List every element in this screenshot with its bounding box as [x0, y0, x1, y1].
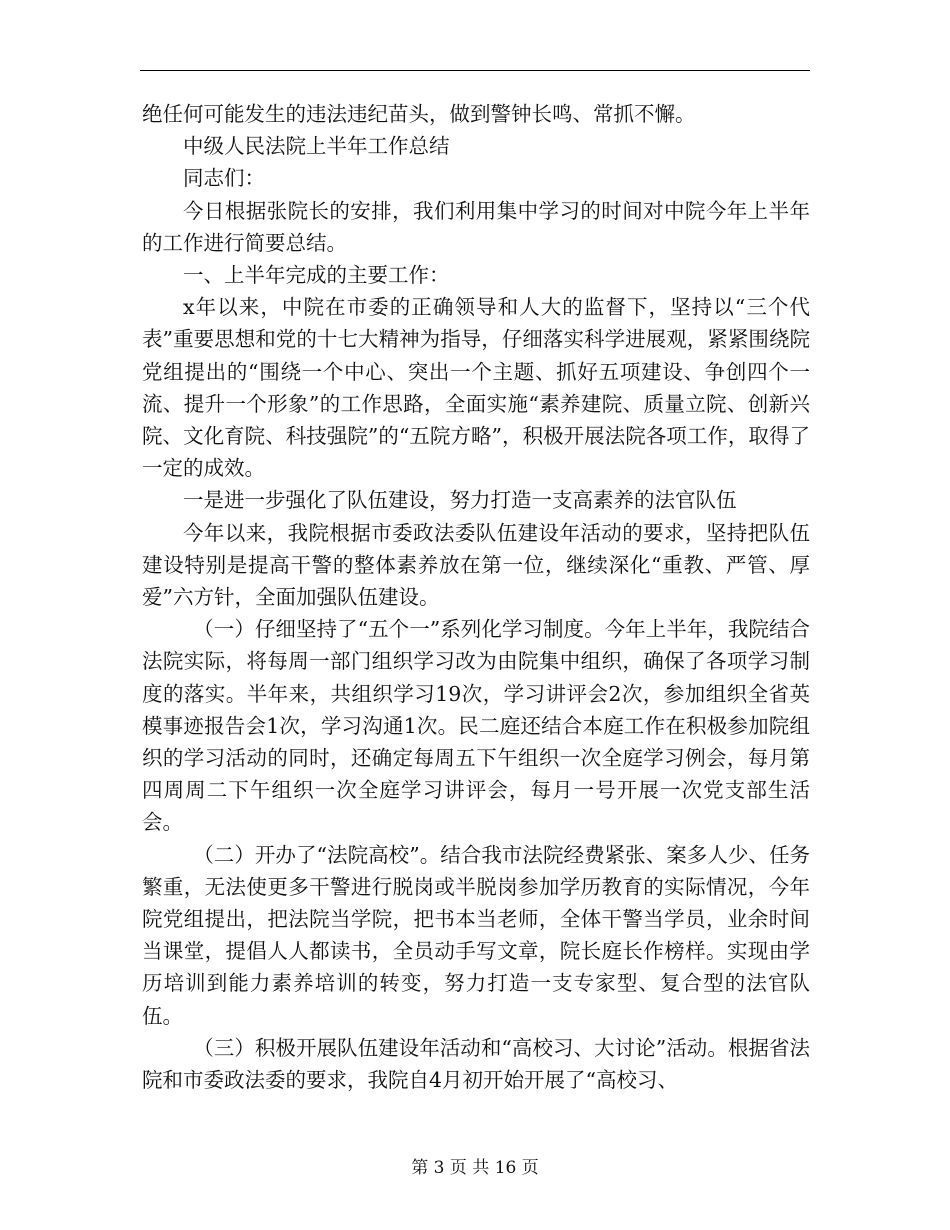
intro-paragraph: 今日根据张院长的安排，我们利用集中学习的时间对中院今年上半年的工作进行简要总结。	[142, 198, 810, 255]
salutation: 同志们：	[183, 166, 265, 191]
section-heading: 一、上半年完成的主要工作：	[183, 263, 450, 288]
overview-paragraph: x年以来，中院在市委的正确领导和人大的监督下，坚持以“三个代表”重要思想和党的十七大精神为指导，仔细落实科学进展观，紧紧围绕院党组提出的“围绕一个中心、突出一个主题、抓好五项建设、争创四个一流、提升一个形象”的工作思路，全面实施“素养建院、质量立院、创新兴院、文化育院、科技强院”的“五院方略”，积极开展法院各项工作，取得了一定的成效。	[142, 295, 810, 481]
item-two-paragraph: （二）开办了“法院高校”。结合我市法院经费紧张、案多人少、任务繁重，无法使更多干警进行脱岗或半脱岗参加学历教育的实际情况，今年院党组提出，把法院当学院，把书本当老师，全体干警当学员，业余时间当课堂，提倡人人都读书，全员动手写文章，院长庭长作榜样。实现由学历培训到能力素养培训的转变，努力打造一支专家型、复合型的法官队伍。	[142, 842, 810, 1028]
subsection-heading: 一是进一步强化了队伍建设，努力打造一支高素养的法官队伍	[183, 488, 737, 513]
item-one-paragraph: （一）仔细坚持了“五个一”系列化学习制度。今年上半年，我院结合法院实际，将每周一部门组织学习改为由院集中组织，确保了各项学习制度的落实。半年来，共组织学习19次，学习讲评会2次，参加组织全省英模事迹报告会1次，学习沟通1次。民二庭还结合本庭工作在积极参加院组织的学习活动的同时，还确定每周五下午组织一次全庭学习例会，每月第四周周二下午组织一次全庭学习讲评会，每月一号开展一次党支部生活会。	[142, 617, 810, 835]
item-three-paragraph: （三）积极开展队伍建设年活动和“高校习、大讨论”活动。根据省法院和市委政法委的要求，我院自4月初开始开展了“高校习、	[142, 1035, 810, 1093]
document-title: 中级人民法院上半年工作总结	[183, 134, 450, 159]
page-number: 第 3 页 共 16 页	[411, 1158, 539, 1178]
team-building-paragraph: 今年以来，我院根据市委政法委队伍建设年活动的要求，坚持把队伍建设特别是提高干警的整体素养放在第一位，继续深化“重教、严管、厚爱”六方针，全面加强队伍建设。	[142, 520, 810, 610]
continuation-paragraph: 绝任何可能发生的违法违纪苗头，做到警钟长鸣、常抓不懈。	[142, 102, 696, 126]
header-rule	[140, 70, 810, 71]
document-body	[142, 98, 810, 1096]
